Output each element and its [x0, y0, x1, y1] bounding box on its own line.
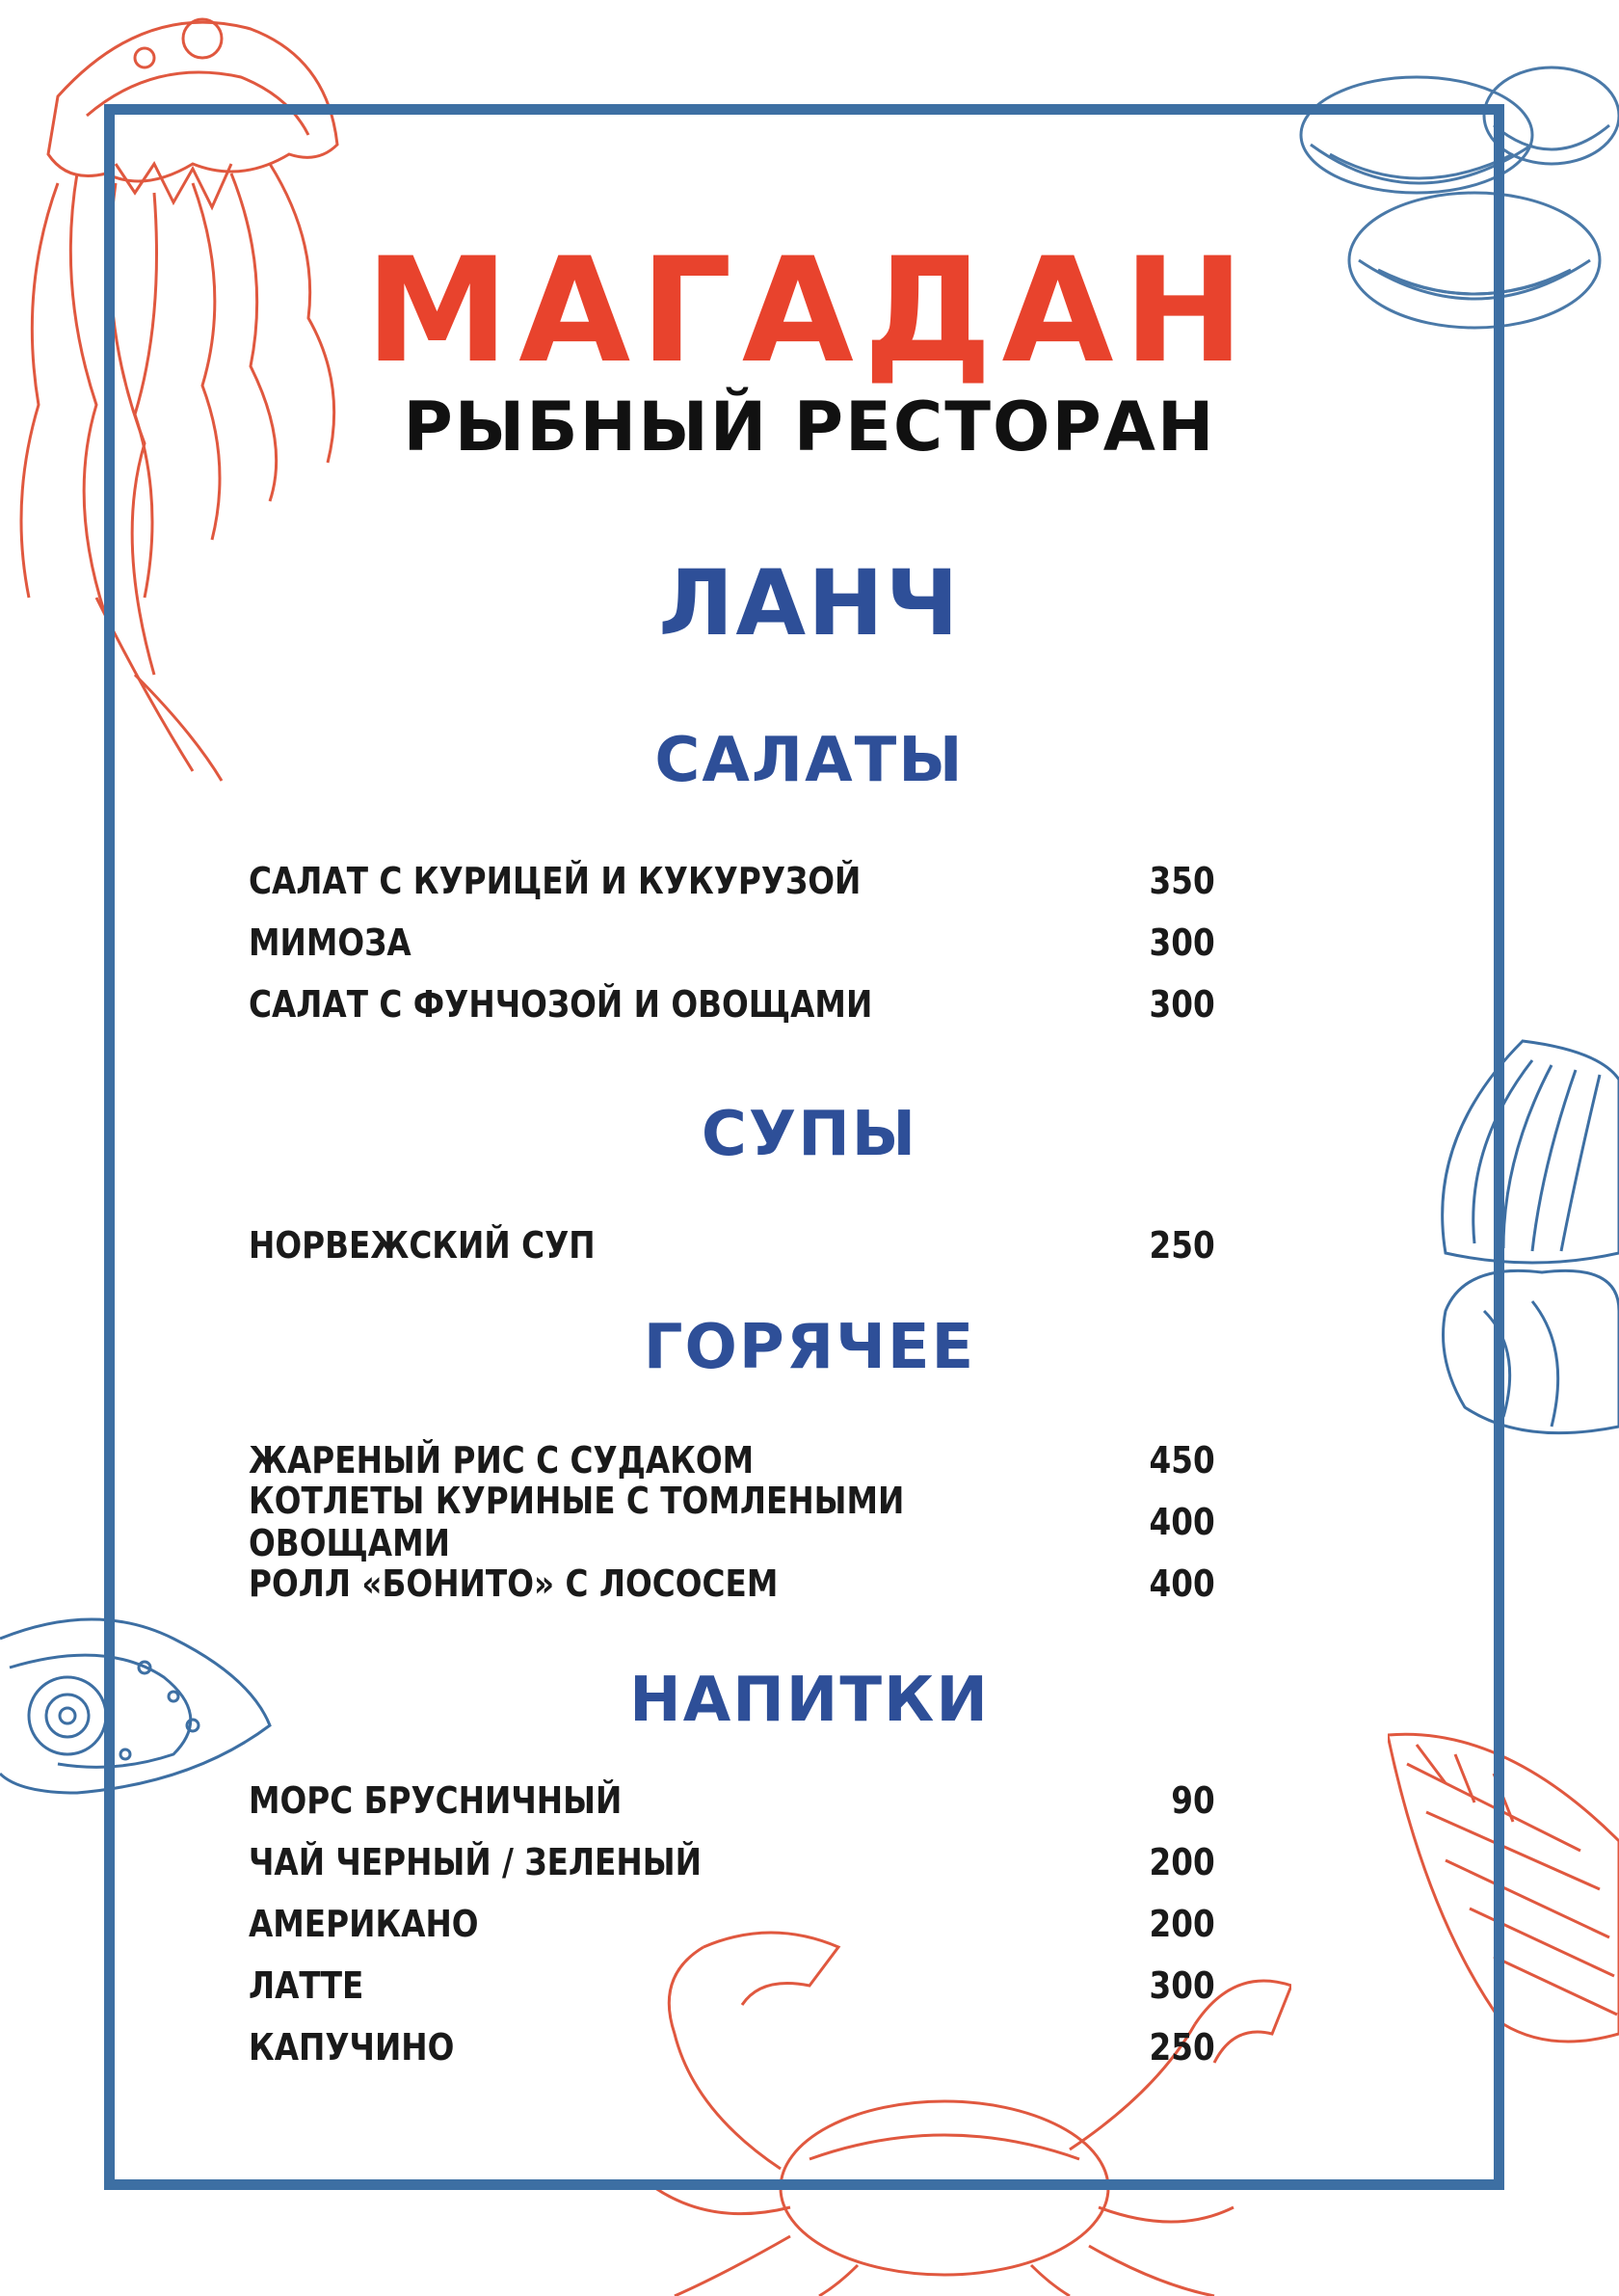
item-price: 250 [1149, 2026, 1215, 2069]
menu-item [249, 1216, 1215, 1274]
item-name: КАПУЧИНО [249, 2026, 455, 2069]
item-name: САЛАТ С КУРИЦЕЙ И КУКУРУЗОЙ [249, 860, 862, 902]
item-price: 300 [1149, 1964, 1215, 2007]
item-price: 450 [1149, 1439, 1215, 1482]
menu-item [249, 2018, 1215, 2076]
item-price: 400 [1149, 1562, 1215, 1605]
item-price: 300 [1149, 983, 1215, 1026]
menu-item [249, 1957, 1215, 2015]
item-name: ЖАРЕНЫЙ РИС С СУДАКОМ [249, 1439, 755, 1482]
menu-item [249, 1895, 1215, 1953]
menu-title: ЛАНЧ [658, 551, 961, 656]
menu-item [249, 1833, 1215, 1891]
item-price: 200 [1149, 1903, 1215, 1945]
section-title-salads: САЛАТЫ [654, 725, 965, 796]
restaurant-tagline: РЫБНЫЙ РЕСТОРАН [403, 387, 1216, 467]
item-name: АМЕРИКАНО [249, 1903, 479, 1945]
menu-item [249, 975, 1215, 1033]
item-name: КОТЛЕТЫ КУРИНЫЕ С ТОМЛЕНЫМИ ОВОЩАМИ [249, 1480, 905, 1564]
menu-item [249, 1772, 1215, 1829]
item-price: 400 [1149, 1501, 1215, 1543]
item-name: САЛАТ С ФУНЧОЗОЙ И ОВОЩАМИ [249, 983, 873, 1026]
item-price: 90 [1171, 1779, 1215, 1822]
restaurant-name: МАГАДАН [364, 227, 1255, 395]
item-price: 350 [1149, 860, 1215, 902]
item-name: НОРВЕЖСКИЙ СУП [249, 1224, 596, 1267]
item-name: ЛАТТЕ [249, 1964, 364, 2007]
menu-item [249, 1480, 1215, 1564]
section-title-hot: ГОРЯЧЕЕ [643, 1312, 976, 1383]
item-name: МОРС БРУСНИЧНЫЙ [249, 1779, 623, 1822]
menu-item [249, 852, 1215, 910]
item-price: 250 [1149, 1224, 1215, 1267]
menu-item [249, 1555, 1215, 1613]
item-price: 300 [1149, 921, 1215, 964]
section-title-drinks: НАПИТКИ [629, 1665, 990, 1736]
menu-item [249, 914, 1215, 972]
item-name: МИМОЗА [249, 921, 411, 964]
item-price: 200 [1149, 1841, 1215, 1883]
section-title-soups: СУПЫ [701, 1099, 918, 1170]
item-name: РОЛЛ «БОНИТО» С ЛОСОСЕМ [249, 1562, 779, 1605]
item-name: ЧАЙ ЧЕРНЫЙ / ЗЕЛЕНЫЙ [249, 1841, 702, 1883]
